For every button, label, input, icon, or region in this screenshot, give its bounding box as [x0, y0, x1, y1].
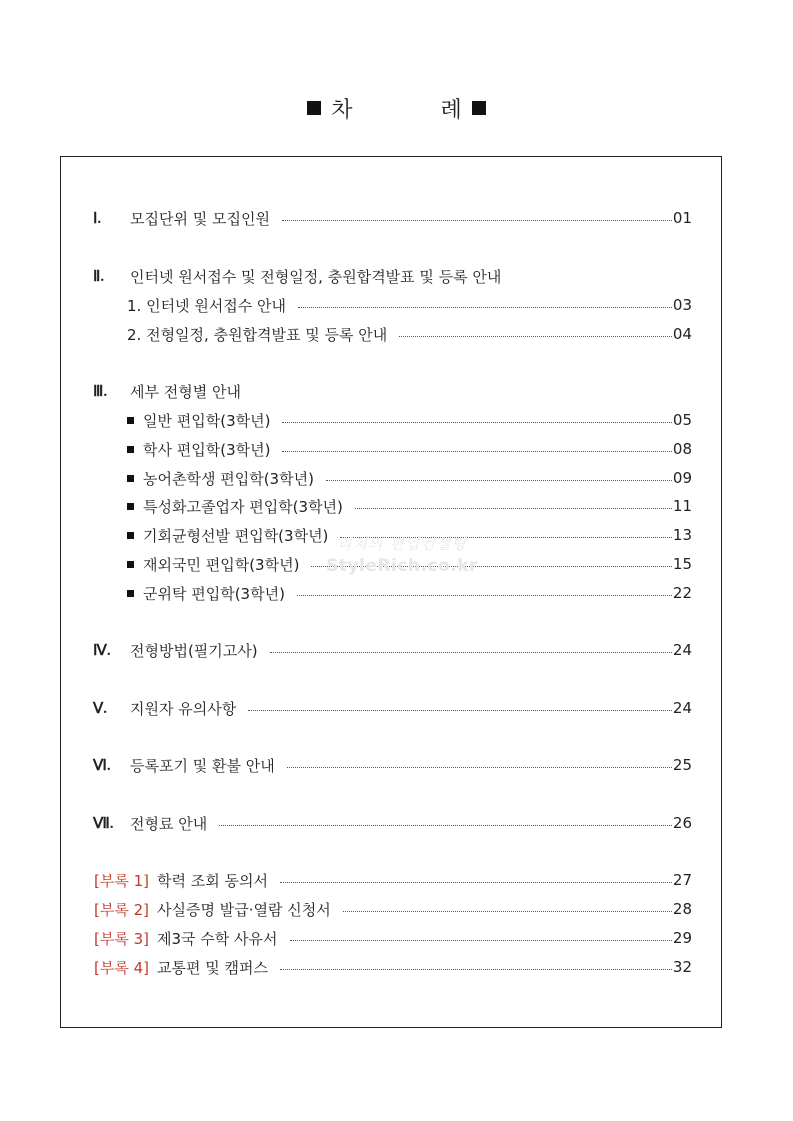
- toc-subentry[interactable]: [0, 438, 793, 460]
- subentry-label: 재외국민 편입학(3학년): [143, 555, 300, 574]
- toc-subentry[interactable]: [0, 495, 793, 517]
- watermark-line2: StyleRich.co.kr: [326, 556, 478, 576]
- subentry-label: 일반 편입학(3학년): [143, 411, 271, 430]
- page-number: 24: [672, 641, 692, 659]
- toc-entry-s2[interactable]: [0, 265, 793, 287]
- leader-dots: [282, 422, 672, 423]
- toc-appendix-entry[interactable]: [0, 869, 793, 891]
- square-bullet-icon: [472, 101, 486, 115]
- section-label: 모집단위 및 모집인원: [130, 209, 270, 228]
- square-bullet-icon: [127, 503, 134, 510]
- square-bullet-icon: [127, 532, 134, 539]
- appendix-tag: [부록 2]: [94, 900, 149, 919]
- page-title: [0, 93, 793, 123]
- appendix-label: 교통편 및 캠퍼스: [157, 958, 268, 977]
- leader-dots: [326, 480, 672, 481]
- section-label: 인터넷 원서접수 및 전형일정, 충원합격발표 및 등록 안내: [130, 267, 502, 286]
- page-number: 24: [672, 699, 692, 717]
- page-number: 27: [672, 871, 692, 889]
- subentry-label: 특성화고졸업자 편입학(3학년): [143, 497, 343, 516]
- section-number: Ⅴ.: [93, 700, 108, 717]
- section-label: 전형방법(필기고사): [130, 641, 258, 660]
- leader-dots: [399, 336, 672, 337]
- section-label: 세부 전형별 안내: [130, 382, 241, 401]
- section-number: Ⅱ.: [93, 268, 105, 285]
- subentry-label: 농어촌학생 편입학(3학년): [143, 469, 314, 488]
- title-left: 차: [331, 97, 353, 123]
- leader-dots: [270, 652, 672, 653]
- leader-dots: [340, 537, 672, 538]
- leader-dots: [290, 940, 672, 941]
- toc-entry-s4[interactable]: [0, 639, 793, 661]
- page-number: 13: [672, 526, 692, 544]
- leader-dots: [280, 882, 672, 883]
- subentry-label: 기회균형선발 편입학(3학년): [143, 526, 329, 545]
- toc-entry-s1[interactable]: [0, 207, 793, 229]
- square-bullet-icon: [127, 561, 134, 568]
- leader-dots: [355, 508, 672, 509]
- leader-dots: [219, 825, 672, 826]
- appendix-label: 학력 조회 동의서: [157, 871, 268, 890]
- section-number: Ⅶ.: [93, 815, 114, 832]
- toc-entry-s5[interactable]: [0, 697, 793, 719]
- subentry-label: 2. 전형일정, 충원합격발표 및 등록 안내: [127, 325, 388, 344]
- toc-entry-s7[interactable]: [0, 812, 793, 834]
- subentry-label: 1. 인터넷 원서접수 안내: [127, 296, 287, 315]
- leader-dots: [248, 710, 672, 711]
- square-bullet-icon: [127, 590, 134, 597]
- page-number: 28: [672, 900, 692, 918]
- square-bullet-icon: [127, 446, 134, 453]
- leader-dots: [282, 451, 672, 452]
- toc-subentry[interactable]: [0, 582, 793, 604]
- square-bullet-icon: [127, 417, 134, 424]
- leader-dots: [311, 566, 672, 567]
- appendix-tag: [부록 1]: [94, 871, 149, 890]
- appendix-label: 제3국 수학 사유서: [157, 929, 278, 948]
- title-right: 례: [440, 97, 462, 123]
- section-number: Ⅲ.: [93, 383, 108, 400]
- toc-appendix-entry[interactable]: [0, 898, 793, 920]
- watermark-line1: 리치의 편입컨설팅: [337, 535, 467, 553]
- section-number: Ⅳ.: [93, 642, 111, 659]
- toc-subentry[interactable]: [0, 294, 793, 316]
- toc-entry-s6[interactable]: [0, 754, 793, 776]
- toc-subentry[interactable]: [0, 467, 793, 489]
- section-label: 등록포기 및 환불 안내: [130, 756, 275, 775]
- page-number: 15: [672, 555, 692, 573]
- section-number: Ⅰ.: [93, 210, 102, 227]
- leader-dots: [343, 911, 672, 912]
- page-number: 01: [672, 209, 692, 227]
- appendix-tag: [부록 4]: [94, 958, 149, 977]
- page-number: 05: [672, 411, 692, 429]
- appendix-tag: [부록 3]: [94, 929, 149, 948]
- leader-dots: [282, 220, 672, 221]
- page-number: 32: [672, 958, 692, 976]
- section-number: Ⅵ.: [93, 757, 111, 774]
- section-label: 지원자 유의사항: [130, 699, 237, 718]
- toc-subentry[interactable]: [0, 553, 793, 575]
- leader-dots: [298, 307, 672, 308]
- section-label: 전형료 안내: [130, 814, 208, 833]
- subentry-label: 학사 편입학(3학년): [143, 440, 271, 459]
- leader-dots: [287, 767, 672, 768]
- page-number: 26: [672, 814, 692, 832]
- page-number: 11: [672, 497, 692, 515]
- toc-entry-s3[interactable]: [0, 380, 793, 402]
- square-bullet-icon: [307, 101, 321, 115]
- subentry-label: 군위탁 편입학(3학년): [143, 584, 285, 603]
- square-bullet-icon: [127, 475, 134, 482]
- page-number: 04: [672, 325, 692, 343]
- page-number: 29: [672, 929, 692, 947]
- page-number: 25: [672, 756, 692, 774]
- toc-subentry[interactable]: [0, 524, 793, 546]
- toc-appendix-entry[interactable]: [0, 927, 793, 949]
- appendix-label: 사실증명 발급·열람 신청서: [157, 900, 331, 919]
- page-number: 08: [672, 440, 692, 458]
- page-number: 09: [672, 469, 692, 487]
- page-number: 22: [672, 584, 692, 602]
- toc-appendix-entry[interactable]: [0, 956, 793, 978]
- leader-dots: [297, 595, 672, 596]
- leader-dots: [280, 969, 672, 970]
- toc-subentry[interactable]: [0, 323, 793, 345]
- toc-subentry[interactable]: [0, 409, 793, 431]
- page-number: 03: [672, 296, 692, 314]
